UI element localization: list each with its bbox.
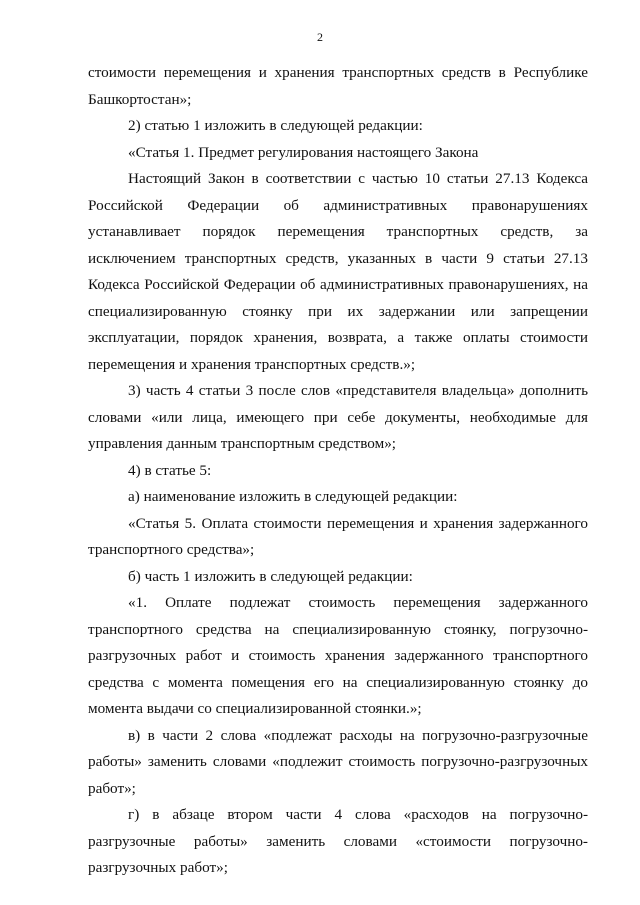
paragraph: г) в абзаце втором части 4 слова «расходов на погрузочно-разгрузочные работы» заменить словами «стоимости погрузочно-разгрузочных работ»; xyxy=(88,806,588,876)
paragraph: «1. Оплате подлежат стоимость перемещения задержанного транспортного средства на специализированную стоянку, погрузочно-разгрузочных работ и стоимость хранения задержанного транспортного средства с момента помещения его на специализированную стоянку до момента выдачи со специализированной стоянки.»; xyxy=(88,594,588,717)
paragraph: б) часть 1 изложить в следующей редакции: xyxy=(128,567,413,585)
paragraph: 4) в статье 5: xyxy=(128,461,212,479)
page-number: 2 xyxy=(317,30,323,44)
document-body xyxy=(88,60,588,882)
paragraph: «Статья 5. Оплата стоимости перемещения и хранения задержанного транспортного средства»; xyxy=(88,514,588,558)
paragraph: в) в части 2 слова «подлежат расходы на погрузочно-разгрузочные работы» заменить словами «подлежит стоимость погрузочно-разгрузочных работ»; xyxy=(88,726,588,797)
paragraph: Настоящий Закон в соответствии с частью 10 статьи 27.13 Кодекса Российской Федерации об административных правонарушениях устанавливает порядок перемещения транспортных средств, за исключением транспортных средств, указанных в части 9 статьи 27.13 Кодекса Российской Федерации об административных правонарушениях, на специализированную стоянку при их задержании или запрещении эксплуатации, порядок хранения, возврата, а также оплаты стоимости перемещения и хранения транспортных средств.»; xyxy=(88,170,588,373)
paragraph: а) наименование изложить в следующей редакции: xyxy=(128,488,458,505)
paragraph: 3) часть 4 статьи 3 после слов «представителя владельца» дополнить словами «или лица, имеющего при себе документы, необходимые для управления данным транспортным средством»; xyxy=(88,382,588,452)
paragraph: «Статья 1. Предмет регулирования настоящего Закона xyxy=(128,143,479,161)
paragraph: 2) статью 1 изложить в следующей редакции: xyxy=(128,117,423,134)
paragraph: стоимости перемещения и хранения транспортных средств в Республике Башкортостан»; xyxy=(88,64,588,108)
